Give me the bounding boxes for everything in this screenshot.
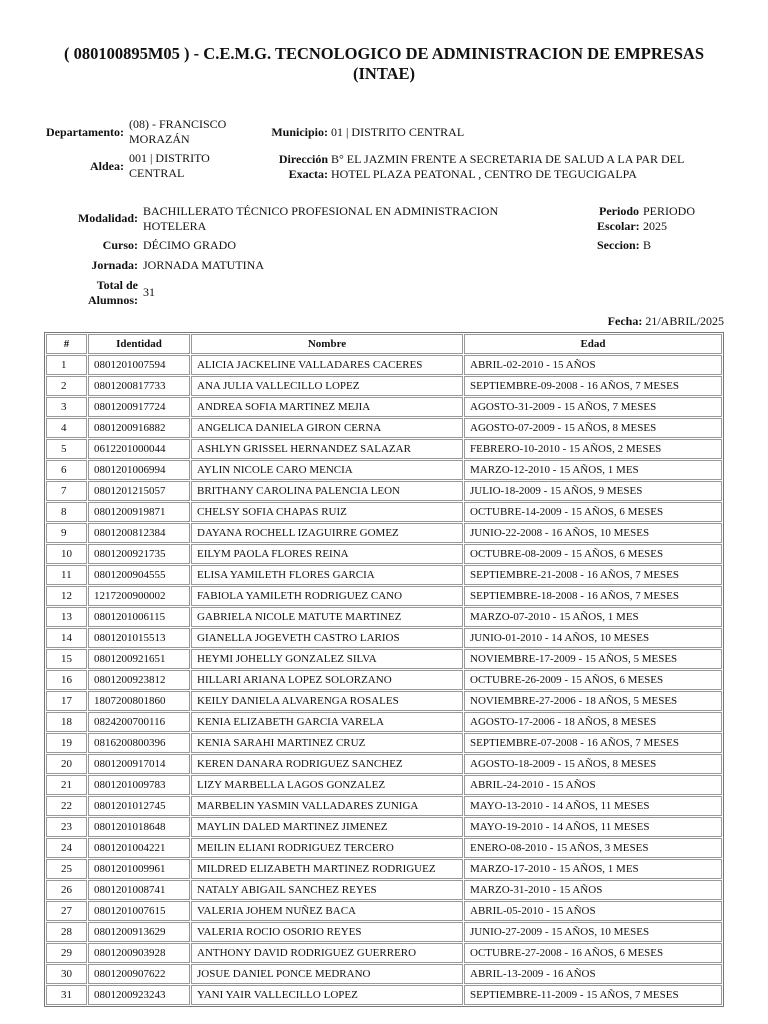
table-row [46,439,722,459]
row-edad: ABRIL-05-2010 - 15 AÑOS [464,901,722,921]
table-row [46,691,722,711]
row-edad: AGOSTO-17-2006 - 18 AÑOS, 8 MESES [464,712,722,732]
row-edad: SEPTIEMBRE-11-2009 - 15 AÑOS, 7 MESES [464,985,722,1005]
total-alumnos-label [40,278,138,308]
municipio-value: 01 | DISTRITO CENTRAL [331,125,465,139]
row-number: 17 [46,691,87,711]
row-edad: MAYO-19-2010 - 14 AÑOS, 11 MESES [464,817,722,837]
row-number: 28 [46,922,87,942]
row-nombre: CHELSY SOFIA CHAPAS RUIZ [191,502,463,522]
row-number: 10 [46,544,87,564]
row-nombre: MAYLIN DALED MARTINEZ JIMENEZ [191,817,463,837]
table-row [46,523,722,543]
row-identidad: 0801200913629 [88,922,190,942]
row-identidad: 0801200917724 [88,397,190,417]
table-body [46,355,722,1005]
curso-value: DÉCIMO GRADO [143,238,236,252]
periodo-value-line-2: 2025 [643,219,667,233]
direccion-label [260,152,328,182]
total-alumnos-value: 31 [143,285,155,299]
row-nombre: HEYMI JOHELLY GONZALEZ SILVA [191,649,463,669]
row-number: 26 [46,880,87,900]
row-nombre: EILYM PAOLA FLORES REINA [191,544,463,564]
row-number: 16 [46,670,87,690]
row-edad: SEPTIEMBRE-07-2008 - 16 AÑOS, 7 MESES [464,733,722,753]
aldea-value-line-1: 001 | DISTRITO [129,151,210,165]
row-nombre: ANA JULIA VALLECILLO LOPEZ [191,376,463,396]
row-edad: OCTUBRE-26-2009 - 15 AÑOS, 6 MESES [464,670,722,690]
row-nombre: LIZY MARBELLA LAGOS GONZALEZ [191,775,463,795]
row-edad: AGOSTO-31-2009 - 15 AÑOS, 7 MESES [464,397,722,417]
row-nombre: ALICIA JACKELINE VALLADARES CACERES [191,355,463,375]
table-row [46,817,722,837]
row-number: 12 [46,586,87,606]
row-identidad: 0801200919871 [88,502,190,522]
row-edad: SEPTIEMBRE-09-2008 - 16 AÑOS, 7 MESES [464,376,722,396]
row-identidad: 0801201007594 [88,355,190,375]
row-edad: OCTUBRE-08-2009 - 15 AÑOS, 6 MESES [464,544,722,564]
row-edad: ABRIL-13-2009 - 16 AÑOS [464,964,722,984]
row-number: 3 [46,397,87,417]
row-identidad: 0801200904555 [88,565,190,585]
row-edad: ABRIL-02-2010 - 15 AÑOS [464,355,722,375]
row-edad: MAYO-13-2010 - 14 AÑOS, 11 MESES [464,796,722,816]
table-row [46,943,722,963]
departamento-value [129,117,259,147]
row-nombre: MILDRED ELIZABETH MARTINEZ RODRIGUEZ [191,859,463,879]
table-row [46,649,722,669]
row-edad: MARZO-12-2010 - 15 AÑOS, 1 MES [464,460,722,480]
row-nombre: ASHLYN GRISSEL HERNANDEZ SALAZAR [191,439,463,459]
direccion-label-line-2: Exacta: [288,167,328,181]
row-nombre: GIANELLA JOGEVETH CASTRO LARIOS [191,628,463,648]
table-row [46,460,722,480]
row-number: 6 [46,460,87,480]
row-identidad: 0801201015513 [88,628,190,648]
table-row [46,355,722,375]
header-nombre: Nombre [191,334,463,354]
table-row [46,586,722,606]
table-row [46,628,722,648]
row-identidad: 0801201215057 [88,481,190,501]
row-identidad: 0801201006994 [88,460,190,480]
row-number: 5 [46,439,87,459]
table-row [46,565,722,585]
modalidad-value-line-1: BACHILLERATO TÉCNICO PROFESIONAL EN ADMINISTRACION [143,204,499,218]
row-nombre: MEILIN ELIANI RODRIGUEZ TERCERO [191,838,463,858]
row-identidad: 0816200800396 [88,733,190,753]
row-nombre: GABRIELA NICOLE MATUTE MARTINEZ [191,607,463,627]
table-row [46,922,722,942]
row-edad: SEPTIEMBRE-18-2008 - 16 AÑOS, 7 MESES [464,586,722,606]
row-identidad: 0801200916882 [88,418,190,438]
row-identidad: 0824200700116 [88,712,190,732]
row-edad: SEPTIEMBRE-21-2008 - 16 AÑOS, 7 MESES [464,565,722,585]
row-edad: JUNIO-01-2010 - 14 AÑOS, 10 MESES [464,628,722,648]
row-nombre: KEREN DANARA RODRIGUEZ SANCHEZ [191,754,463,774]
row-nombre: KENIA SARAHI MARTINEZ CRUZ [191,733,463,753]
row-number: 15 [46,649,87,669]
row-edad: MARZO-31-2010 - 15 AÑOS [464,880,722,900]
row-identidad: 1217200900002 [88,586,190,606]
row-nombre: ANTHONY DAVID RODRIGUEZ GUERRERO [191,943,463,963]
curso-label: Curso: [102,238,138,252]
table-row [46,397,722,417]
row-identidad: 1807200801860 [88,691,190,711]
row-number: 13 [46,607,87,627]
row-number: 21 [46,775,87,795]
jornada-value: JORNADA MATUTINA [143,258,265,272]
table-row [46,607,722,627]
table-row [46,502,722,522]
municipio-label: Municipio: [271,125,328,139]
row-identidad: 0801200907622 [88,964,190,984]
row-identidad: 0801201008741 [88,880,190,900]
row-edad: NOVIEMBRE-27-2006 - 18 AÑOS, 5 MESES [464,691,722,711]
total-label-line-2: Alumnos: [87,293,138,307]
table-row [46,733,722,753]
header-edad: Edad [464,334,722,354]
table-row [46,712,722,732]
direccion-value-line-1: B° EL JAZMIN FRENTE A SECRETARIA DE SALUD A LA PAR DEL [331,152,685,166]
table-row [46,670,722,690]
row-edad: FEBRERO-10-2010 - 15 AÑOS, 2 MESES [464,439,722,459]
row-edad: AGOSTO-18-2009 - 15 AÑOS, 8 MESES [464,754,722,774]
header-number: # [46,334,87,354]
table-row [46,754,722,774]
row-nombre: MARBELIN YASMIN VALLADARES ZUNIGA [191,796,463,816]
row-nombre: ELISA YAMILETH FLORES GARCIA [191,565,463,585]
row-edad: MARZO-07-2010 - 15 AÑOS, 1 MES [464,607,722,627]
total-label-line-1: Total de [96,278,138,292]
row-number: 18 [46,712,87,732]
aldea-value [129,151,259,181]
row-nombre: JOSUE DANIEL PONCE MEDRANO [191,964,463,984]
table-row [46,901,722,921]
row-number: 29 [46,943,87,963]
row-edad: ABRIL-24-2010 - 15 AÑOS [464,775,722,795]
document-title [40,44,728,84]
row-identidad: 0801201009783 [88,775,190,795]
row-number: 20 [46,754,87,774]
periodo-value [643,204,695,234]
periodo-label-line-1: Periodo [599,204,639,218]
row-edad: AGOSTO-07-2009 - 15 AÑOS, 8 MESES [464,418,722,438]
row-identidad: 0801201007615 [88,901,190,921]
title-line-1: ( 080100895M05 ) - C.E.M.G. TECNOLOGICO DE ADMINISTRACION DE EMPRESAS [63,44,705,63]
header-identidad: Identidad [88,334,190,354]
table-row [46,880,722,900]
row-identidad: 0801200917014 [88,754,190,774]
table-row [46,775,722,795]
table-row [46,418,722,438]
fecha-value: 21/ABRIL/2025 [645,314,724,328]
row-nombre: KEILY DANIELA ALVARENGA ROSALES [191,691,463,711]
modalidad-value-line-2: HOTELERA [143,219,207,233]
jornada-label: Jornada: [91,258,138,272]
row-number: 1 [46,355,87,375]
table-row [46,859,722,879]
seccion-label: Seccion: [597,238,640,252]
row-number: 27 [46,901,87,921]
row-identidad: 0801200921651 [88,649,190,669]
row-number: 25 [46,859,87,879]
row-identidad: 0801200923812 [88,670,190,690]
departamento-label: Departamento: [46,125,124,139]
row-identidad: 0801200903928 [88,943,190,963]
periodo-value-line-1: PERIODO [643,204,696,218]
fecha [560,314,724,329]
row-nombre: ANDREA SOFIA MARTINEZ MEJIA [191,397,463,417]
table-row [46,544,722,564]
row-number: 19 [46,733,87,753]
row-identidad: 0801201018648 [88,817,190,837]
direccion-label-line-1: Dirección [278,152,328,166]
row-edad: JUNIO-22-2008 - 16 AÑOS, 10 MESES [464,523,722,543]
row-number: 31 [46,985,87,1005]
row-identidad: 0801201006115 [88,607,190,627]
row-nombre: BRITHANY CAROLINA PALENCIA LEON [191,481,463,501]
departamento-value-line-2: MORAZÁN [129,132,190,146]
row-nombre: ANGELICA DANIELA GIRON CERNA [191,418,463,438]
row-number: 30 [46,964,87,984]
table-row [46,796,722,816]
aldea-value-line-2: CENTRAL [129,166,185,180]
row-identidad: 0801200923243 [88,985,190,1005]
row-edad: NOVIEMBRE-17-2009 - 15 AÑOS, 5 MESES [464,649,722,669]
modalidad-value [143,204,543,234]
row-number: 14 [46,628,87,648]
seccion-value: B [643,238,652,252]
row-identidad: 0801200817733 [88,376,190,396]
row-nombre: FABIOLA YAMILETH RODRIGUEZ CANO [191,586,463,606]
row-number: 8 [46,502,87,522]
row-number: 22 [46,796,87,816]
table-row [46,481,722,501]
row-nombre: VALERIA JOHEM NUÑEZ BACA [191,901,463,921]
row-number: 11 [46,565,87,585]
direccion-value [331,152,726,182]
row-nombre: KENIA ELIZABETH GARCIA VARELA [191,712,463,732]
row-identidad: 0801201004221 [88,838,190,858]
row-number: 9 [46,523,87,543]
row-number: 23 [46,817,87,837]
table-row [46,838,722,858]
row-identidad: 0801201012745 [88,796,190,816]
title-line-2: (INTAE) [352,64,416,83]
row-number: 7 [46,481,87,501]
row-edad: OCTUBRE-27-2008 - 16 AÑOS, 6 MESES [464,943,722,963]
row-identidad: 0612201000044 [88,439,190,459]
row-nombre: AYLIN NICOLE CARO MENCIA [191,460,463,480]
row-edad: MARZO-17-2010 - 15 AÑOS, 1 MES [464,859,722,879]
row-edad: ENERO-08-2010 - 15 AÑOS, 3 MESES [464,838,722,858]
student-table [44,332,724,1007]
direccion-value-line-2: HOTEL PLAZA PEATONAL , CENTRO DE TEGUCIGALPA [331,167,637,181]
row-nombre: DAYANA ROCHELL IZAGUIRRE GOMEZ [191,523,463,543]
aldea-label: Aldea: [90,159,124,173]
row-nombre: VALERIA ROCIO OSORIO REYES [191,922,463,942]
row-identidad: 0801201009961 [88,859,190,879]
table-header-row [46,334,722,354]
row-identidad: 0801200921735 [88,544,190,564]
row-nombre: HILLARI ARIANA LOPEZ SOLORZANO [191,670,463,690]
row-nombre: NATALY ABIGAIL SANCHEZ REYES [191,880,463,900]
table-row [46,964,722,984]
fecha-label: Fecha: [607,314,643,328]
row-edad: OCTUBRE-14-2009 - 15 AÑOS, 6 MESES [464,502,722,522]
row-nombre: YANI YAIR VALLECILLO LOPEZ [191,985,463,1005]
row-identidad: 0801200812384 [88,523,190,543]
row-number: 4 [46,418,87,438]
row-number: 2 [46,376,87,396]
row-number: 24 [46,838,87,858]
modalidad-label: Modalidad: [77,211,138,225]
table-row [46,376,722,396]
row-edad: JULIO-18-2009 - 15 AÑOS, 9 MESES [464,481,722,501]
departamento-value-line-1: (08) - FRANCISCO [129,117,227,131]
table-row [46,985,722,1005]
row-edad: JUNIO-27-2009 - 15 AÑOS, 10 MESES [464,922,722,942]
escolar-label: Escolar: [597,219,640,233]
